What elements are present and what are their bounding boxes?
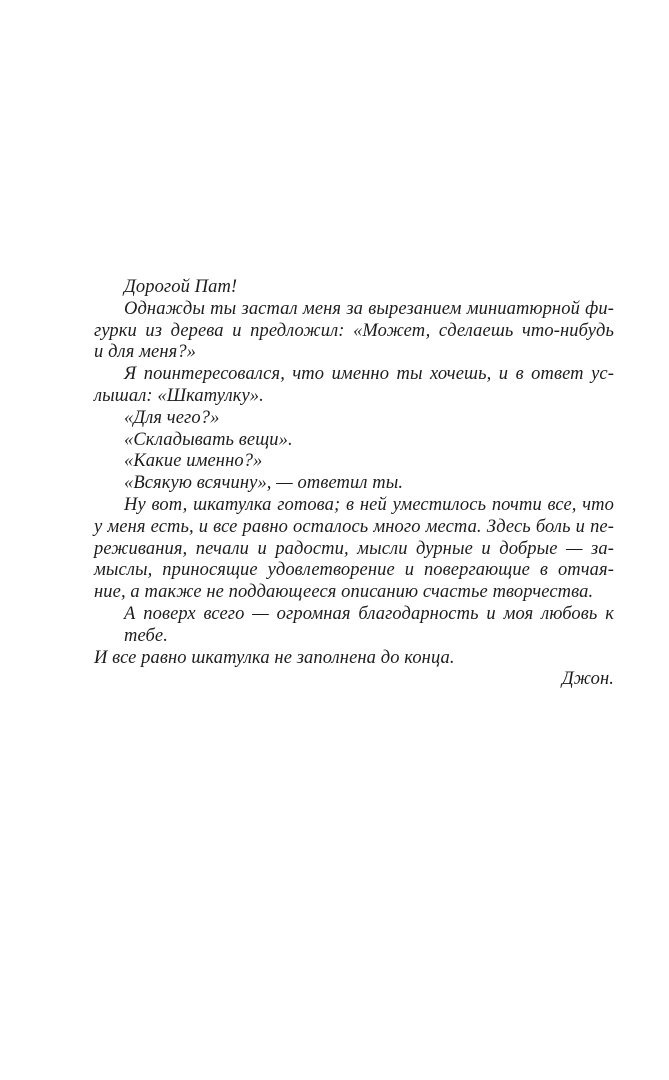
text-line: «Для чего?» (124, 407, 220, 428)
text-line: лышал: «Шкатулку». (94, 385, 264, 406)
text-line: «Всякую всячину», — ответил ты. (124, 473, 404, 494)
text-line: «Складывать вещи». (124, 429, 293, 450)
text-line: мыслы, приносящие удовлетворение и повергающие в отчая- (94, 560, 614, 581)
text-line: А поверх всего — огромная благодарность и моя любовь к тебе. (124, 603, 614, 646)
dedication-text (94, 277, 614, 691)
text-line: у меня есть, и все равно осталось много места. Здесь боль и пе- (94, 516, 614, 537)
text-line: Я поинтересовался, что именно ты хочешь, и в ответ ус- (124, 364, 614, 385)
text-line: гурки из дерева и предложил: «Может, сделаешь что-нибудь (94, 320, 614, 341)
text-line: Ну вот, шкатулка готова; в ней уместилось почти все, что (124, 494, 614, 515)
text-line: «Какие именно?» (124, 451, 263, 472)
text-line: Однажды ты застал меня за вырезанием миниатюрной фи- (124, 298, 614, 319)
signature: Джон. (561, 669, 614, 690)
text-line: Дорогой Пат! (124, 277, 238, 297)
text-line: ние, а также не поддающееся описанию счастье творчества. (94, 582, 594, 603)
text-line: И все равно шкатулка не заполнена до конца. (94, 647, 455, 668)
text-line: реживания, печали и радости, мысли дурные и добрые — за- (94, 538, 614, 559)
text-line: и для меня?» (94, 342, 197, 363)
